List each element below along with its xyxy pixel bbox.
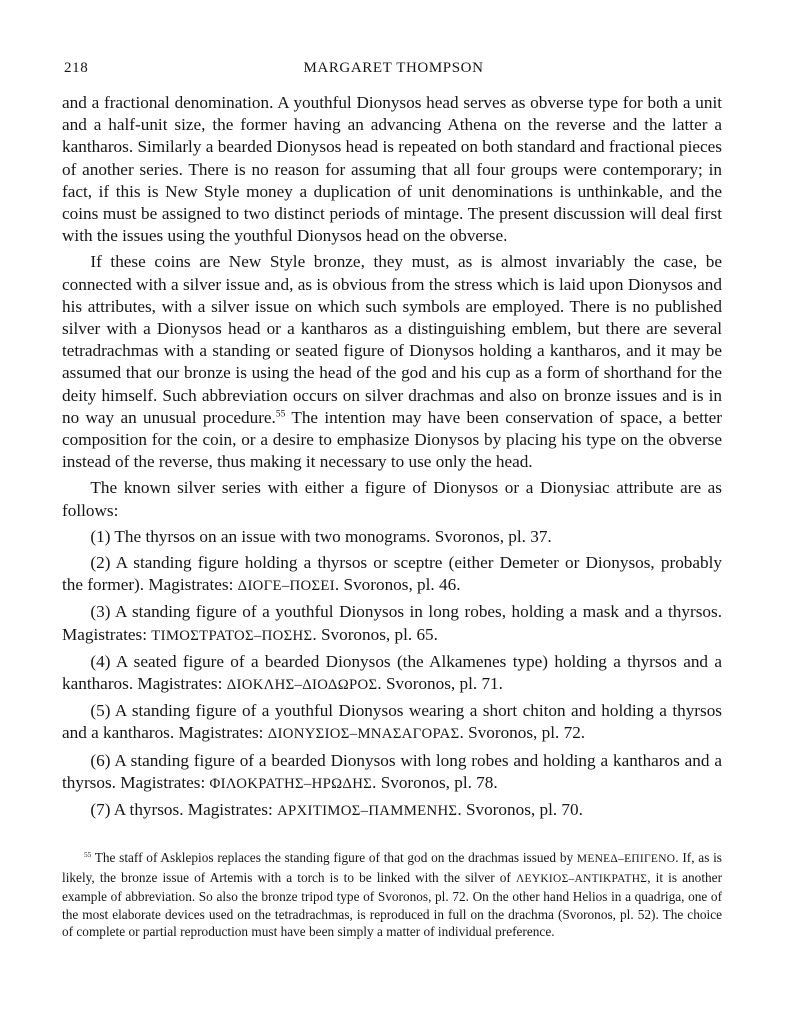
footnote-number: 55 [83, 849, 92, 859]
running-title: MARGARET THOMPSON [303, 60, 484, 76]
list-item-text: A standing figure of a youthful Dionysos in long robes, holding a mask and a thyrsos. Magistrates: [62, 602, 722, 644]
footnote-55 [62, 849, 722, 941]
magistrates-names: ΔΙΟΚΛΗΣ–ΔΙΟΔΩΡΟΣ [226, 677, 378, 694]
list-item [62, 552, 722, 597]
footnote-ref-55[interactable]: 55 [275, 409, 286, 420]
list-item-number: (3) [90, 602, 111, 622]
page-number: 218 [64, 60, 89, 76]
list-item-text: A standing figure of a youthful Dionysos wearing a short chiton and holding a thyrsos and a kantharos. Magistrates: [62, 701, 722, 743]
list-item-reference: . Svoronos, pl. 46. [334, 575, 461, 595]
paragraph-2-text-a: If these coins are New Style bronze, they must, as is almost invariably the case, be connected with a silver issue and, as is obvious from the stress which is laid upon Dionysos and his attributes, with a silver issue on which such symbols are employed. There is no published silver with a Dionysos head or a kantharos as a distinguishing emblem, but there are several tetradrachmas with a standing or seated figure of Dionysos holding a kantharos, and it may be assumed that our bronze is using the head of the god and his cup as a form of shorthand for the deity himself. Such abbreviation occurs on silver drachmas and also on bronze issues and is in no way an unusual procedure. [62, 252, 722, 427]
footnote-greek-1: ΜΕΝΕΔ–ΕΠΙΓΕΝΟ [576, 853, 676, 865]
list-item-text: The thyrsos on an issue with two monograms. Svoronos, pl. 37. [114, 526, 552, 546]
paragraph-1: and a fractional denomination. A youthful Dionysos head serves as obverse type for both a unit and a half-unit size, the former having an advancing Athena on the reverse and the latter a kantharos. Similarly a bearded Dionysos head is repeated on both standard and fractional pieces of another series. There is no reason for assuming that all four groups were contemporary; in fact, if this is New Style money a duplication of unit denominations is unthinkable, and the coins must be assigned to two distinct periods of mintage. The present discussion will deal first with the issues using the youthful Dionysos head on the obverse. [62, 93, 722, 246]
list-item-reference: . Svoronos, pl. 72. [459, 723, 586, 743]
magistrates-names: ΔΙΟΓΕ–ΠΟΣΕΙ [237, 578, 335, 595]
list-item-number: (7) [90, 800, 111, 820]
running-header [64, 60, 723, 84]
list-item-text: A standing figure of a bearded Dionysos with long robes and holding a kantharos and a thyrsos. Magistrates: [62, 750, 722, 792]
list-item [62, 526, 722, 548]
footnote-greek-2: ΛΕΥΚΙΟΣ–ΑΝΤΙΚΡΑΤΗΣ [515, 872, 648, 885]
list-item [62, 651, 722, 696]
list-item-number: (1) [90, 526, 111, 546]
list-item-number: (5) [90, 701, 111, 721]
list-item-reference: . Svoronos, pl. 78. [372, 772, 498, 792]
footnote-text [62, 849, 722, 941]
paragraph-2 [62, 251, 722, 473]
list-item-reference: . Svoronos, pl. 65. [312, 624, 438, 644]
magistrates-names: ΔΙΟΝΥΣΙΟΣ–ΜΝΑΣΑΓΟΡΑΣ [267, 726, 460, 743]
list-item [62, 799, 722, 822]
body-text [62, 92, 722, 826]
magistrates-names: ΤΙΜΟΣΤΡΑΤΟΣ–ΠΟΣΗΣ [151, 627, 313, 644]
list-item [62, 601, 722, 646]
footnote-text-3: , it is another example of abbreviation. So also the bronze tripod type of Svoronos, pl. 72. On the other hand Helios in a quadriga, one of the most elaborate devices used on the tetradrachmas, is reproduced in full on the drachma (Svoronos, pl. 52). The choice of complete or partial reproduction must have been simply a matter of individual preference. [62, 869, 722, 940]
list-item-text: A standing figure holding a thyrsos or sceptre (either Demeter or Dionysos, probably the former). Magistrates: [62, 553, 722, 595]
list-item-number: (6) [90, 750, 111, 770]
list-item-number: (2) [90, 553, 111, 573]
list-item-reference: . Svoronos, pl. 71. [377, 674, 503, 694]
list-item-text: A thyrsos. Magistrates: [113, 800, 278, 820]
paragraph-3: The known silver series with either a figure of Dionysos or a Dionysiac attribute are as follows: [62, 478, 722, 520]
list-item-reference: . Svoronos, pl. 70. [457, 800, 583, 820]
footnote-text-1: The staff of Asklepios replaces the standing figure of that god on the drachmas issued by [91, 850, 577, 865]
footnote-text-2: . If, as is likely, the bronze issue of Artemis with a torch is to be linked with the silver of [62, 850, 722, 885]
list-item [62, 700, 722, 745]
list-item-text: A seated figure of a bearded Dionysos (the Alkamenes type) holding a thyrsos and a kantharos. Magistrates: [62, 651, 722, 694]
silver-series-list [62, 526, 722, 822]
magistrates-names: ΑΡΧΙΤΙΜΟΣ–ΠΑΜΜΕΝΗΣ [277, 803, 458, 820]
list-item [62, 750, 722, 795]
paragraph-2-text-b: The intention may have been conservation of space, a better composition for the coin, or a desire to emphasize Dionysos by placing his type on the obverse instead of the reverse, thus making it necessary to use only the head. [62, 407, 722, 472]
magistrates-names: ΦΙΛΟΚΡΑΤΗΣ–ΗΡΩΔΗΣ [209, 775, 373, 792]
list-item-number: (4) [90, 651, 111, 671]
